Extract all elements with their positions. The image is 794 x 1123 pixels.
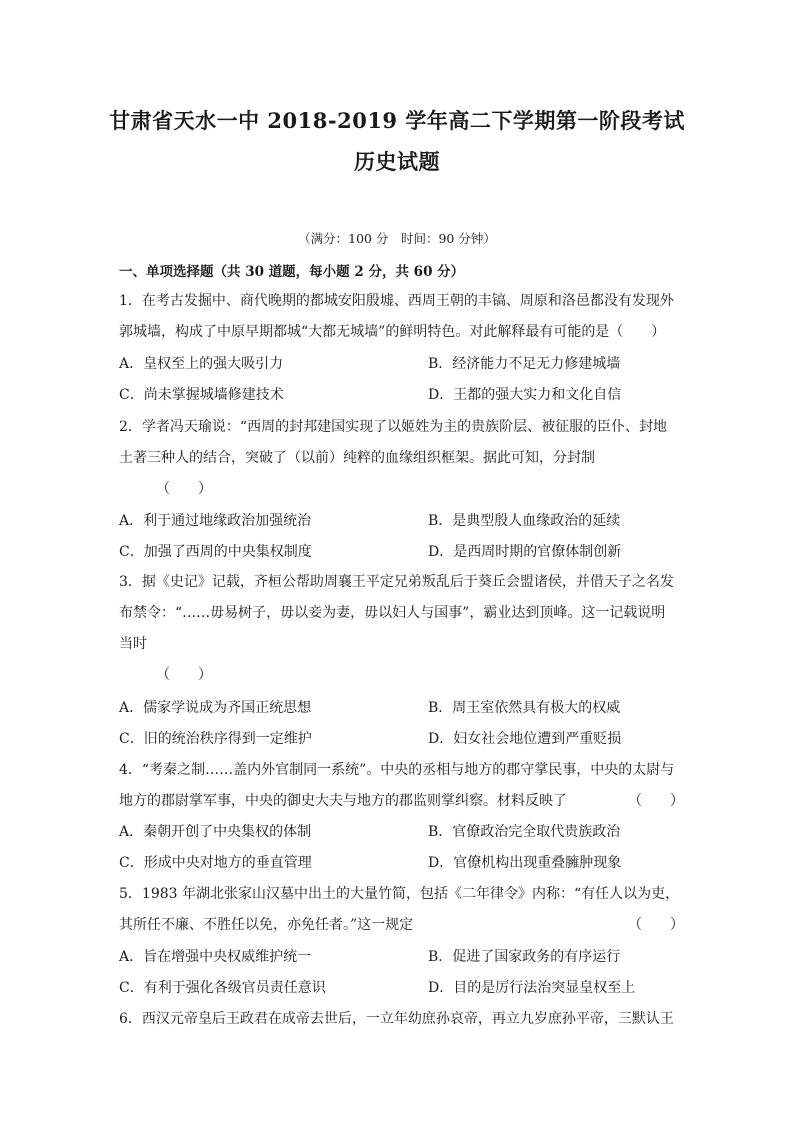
- question-5-answer-paren: （ ）: [628, 917, 684, 933]
- question-2-option-c: C．加强了西周的中央集权制度: [119, 544, 312, 560]
- question-5-option-d: D．目的是厉行法治突显皇权至上: [428, 980, 636, 996]
- question-4-line-1: 4．“考秦之制……盖内外官制同一系统”。中央的丞相与地方的郡守掌民事，中央的太尉与: [119, 762, 675, 778]
- question-1-option-a: A．皇权至上的强大吸引力: [119, 356, 284, 372]
- question-1-line-2: 郭城墙，构成了中原早期都城“大都无城墙”的鲜明特色。对此解释最有可能的是（ ）: [119, 324, 666, 340]
- question-2-option-d: D．是西周时期的官僚体制创新: [428, 544, 622, 560]
- section-heading: 一、单项选择题（共 30 道题，每小题 2 分，共 60 分）: [119, 264, 465, 280]
- question-4-line-2: 地方的郡尉掌军事，中央的御史大夫与地方的郡监则掌纠察。材料反映了: [119, 793, 567, 809]
- question-3-line-1: 3．据《史记》记载，齐桓公帮助周襄王平定兄弟叛乱后于葵丘会盟诸侯，并借天子之名发: [119, 574, 674, 590]
- question-2-option-a: A．利于通过地缘政治加强统治: [119, 513, 312, 529]
- question-5-option-b: B．促进了国家政务的有序运行: [428, 949, 621, 965]
- question-4-answer-paren: （ ）: [628, 793, 684, 809]
- question-2-line-1: 2．学者冯天瑜说：“西周的封邦建国实现了以姬姓为主的贵族阶层、被征服的臣仆、封地: [119, 419, 668, 435]
- exam-subtitle: 历史试题: [354, 149, 440, 174]
- question-3-option-b: B．周王室依然具有极大的权威: [428, 700, 621, 716]
- question-1-option-d: D．王都的强大实力和文化自信: [428, 387, 622, 403]
- question-4-option-b: B．官僚政治完全取代贵族政治: [428, 824, 621, 840]
- question-5-option-c: C．有利于强化各级官员责任意识: [119, 980, 326, 996]
- question-1-line-1: 1．在考古发掘中、商代晚期的都城安阳殷墟、西周王朝的丰镐、周原和洛邑都没有发现外: [119, 293, 674, 309]
- exam-title: 甘肃省天水一中 2018-2019 学年高二下学期第一阶段考试: [109, 108, 685, 133]
- exam-meta: （满分：100 分 时间：90 分钟）: [298, 231, 496, 246]
- question-3-answer-paren: （ ）: [156, 667, 212, 683]
- question-2-line-2: 土著三种人的结合，突破了（以前）纯粹的血缘组织框架。据此可知，分封制: [119, 450, 595, 466]
- question-2-option-b: B．是典型殷人血缘政治的延续: [428, 513, 621, 529]
- question-5-line-2: 其所任不廉、不胜任以免，亦免任者。”这一规定: [119, 917, 414, 933]
- question-5-option-a: A．旨在增强中央权威维护统一: [119, 949, 312, 965]
- question-5-line-1: 5．1983 年湖北张家山汉墓中出土的大量竹简，包括《二年律令》内称：“有任人以为吏，: [119, 886, 680, 902]
- question-4-option-c: C．形成中央对地方的垂直管理: [119, 855, 312, 871]
- question-1-option-c: C．尚未掌握城墙修建技术: [119, 387, 284, 403]
- question-4-option-a: A．秦朝开创了中央集权的体制: [119, 824, 312, 840]
- question-2-answer-paren: （ ）: [156, 481, 212, 497]
- question-6-line-1: 6．西汉元帝皇后王政君在成帝去世后，一立年幼庶孙哀帝，再立九岁庶孙平帝，三默认王: [119, 1011, 674, 1027]
- question-3-line-2: 布禁令：“……毋易树子，毋以妾为妻，毋以妇人与国事”，霸业达到顶峰。这一记载说明: [119, 605, 666, 621]
- question-3-option-c: C．旧的统治秩序得到一定维护: [119, 731, 312, 747]
- question-3-line-3: 当时: [119, 636, 147, 652]
- question-3-option-a: A．儒家学说成为齐国正统思想: [119, 700, 312, 716]
- question-3-option-d: D．妇女社会地位遭到严重贬损: [428, 731, 622, 747]
- question-1-option-b: B．经济能力不足无力修建城墙: [428, 356, 621, 372]
- question-4-option-d: D．官僚机构出现重叠臃肿现象: [428, 855, 622, 871]
